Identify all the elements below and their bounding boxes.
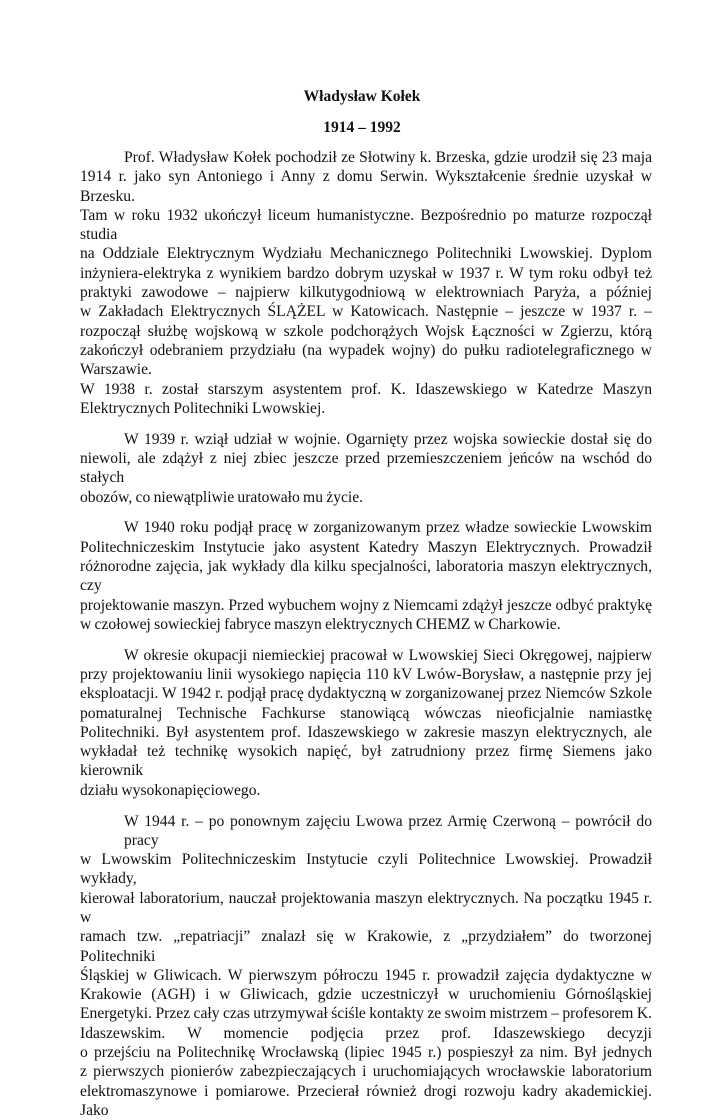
text-line: niewoli, ale zdążył z niej zbiec jeszcze przed przemieszczeniem jeńców na wschód do stałych [80, 449, 652, 488]
text-line: Energetyki. Przez cały czas utrzymywał ściśle kontakty ze swoim mistrzem – profesorem K. [80, 1004, 652, 1023]
text-line: Idaszewskim. W momencie podjęcia przez prof. Idaszewskiego decyzji [80, 1024, 652, 1043]
text-line: Tam w roku 1932 ukończył liceum humanistyczne. Bezpośrednio po maturze rozpoczął studia [80, 206, 652, 245]
paragraph [80, 518, 652, 634]
text-line: pomaturalnej Technische Fachkurse stanowiącą wówczas nieoficjalnie namiastkę [80, 704, 652, 723]
text-line: W okresie okupacji niemieckiej pracował w Lwowskiej Sieci Okręgowej, najpierw [80, 646, 652, 665]
paragraph [80, 148, 652, 380]
text-line: zakończył odebraniem przydziału (na wypadek wojny) do pułku radiotelegraficznego w [80, 341, 652, 360]
text-line: eksploatacji. W 1942 r. podjął pracę dydaktyczną w zorganizowanej przez Niemców Szkole [80, 684, 652, 703]
text-line: rozpoczął służbę wojskową w szkole podchorążych Wojsk Łączności w Zgierzu, którą [80, 322, 652, 341]
document-years: 1914 – 1992 [0, 118, 724, 137]
text-line: Warszawie. [80, 360, 652, 379]
text-line: W 1940 roku podjął pracę w zorganizowanym przez władze sowieckie Lwowskim [80, 518, 652, 537]
text-line: ramach tzw. „repatriacji” znalazł się w Krakowie, z „przydziałem” do tworzonej Politechniki [80, 927, 652, 966]
text-line: praktyki zawodowe – najpierw kilkutygodniową w elektrowniach Paryża, a później [80, 283, 652, 302]
text-line: w czołowej sowieckiej fabryce maszyn elektrycznych CHEMZ w Charkowie. [80, 615, 652, 634]
text-line: Politechniki. Był asystentem prof. Idaszewskiego w zakresie maszyn elektrycznych, ale [80, 723, 652, 742]
paragraph [80, 812, 652, 1120]
text-line: inżyniera-elektryka z wynikiem bardzo dobrym uzyskał w 1937 r. W tym roku odbył też [80, 264, 652, 283]
text-line: Politechniczeskim Instytucie jako asystent Katedry Maszyn Elektrycznych. Prowadził [80, 538, 652, 557]
text-line: z pierwszych pionierów zabezpieczających i uruchomiających wrocławskie laboratorium [80, 1062, 652, 1081]
text-line: W 1939 r. wziął udział w wojnie. Ogarnięty przez wojska sowieckie dostał się do [80, 430, 652, 449]
text-line: 1914 r. jako syn Antoniego i Anny z domu Serwin. Wykształcenie średnie uzyskał w Brzesku. [80, 167, 652, 206]
text-line: różnorodne zajęcia, jak wykłady dla kilku specjalności, laboratoria maszyn elektrycznych, czy [80, 557, 652, 596]
text-line: w Zakładach Elektrycznych ŚLĄŻEL w Katowicach. Następnie – jeszcze w 1937 r. – [80, 302, 652, 321]
text-line: Prof. Władysław Kołek pochodził ze Słotwiny k. Brzeska, gdzie urodził się 23 maja [80, 148, 652, 167]
text-line: elektromaszynowe i pomiarowe. Przecierał również drogi rozwoju kadry akademickiej. Jako [80, 1082, 652, 1120]
text-line: projektowanie maszyn. Przed wybuchem wojny z Niemcami zdążył jeszcze odbyć praktykę [80, 596, 652, 615]
text-line: Krakowie (AGH) i w Gliwicach, gdzie uczestniczył w uruchomieniu Górnośląskiej [80, 985, 652, 1004]
text-line: przy projektowaniu linii wysokiego napięcia 110 kV Lwów-Borysław, a następnie przy jej [80, 665, 652, 684]
paragraph [80, 380, 652, 419]
document-title: Władysław Kołek [0, 87, 724, 106]
text-line: na Oddziale Elektrycznym Wydziału Mechanicznego Politechniki Lwowskiej. Dyplom [80, 244, 652, 263]
text-line: Śląskiej w Gliwicach. W pierwszym półroczu 1945 r. prowadził zajęcia dydaktyczne w [80, 966, 652, 985]
text-line: o przejściu na Politechnikę Wrocławską (lipiec 1945 r.) pospieszył za nim. Był jednych [80, 1043, 652, 1062]
paragraph [80, 430, 652, 507]
text-line: obozów, co niewątpliwie uratowało mu życie. [80, 488, 652, 507]
paragraph [80, 646, 652, 800]
text-line: działu wysokonapięciowego. [80, 781, 652, 800]
text-line: wykładał też technikę wysokich napięć, był zatrudniony przez firmę Siemens jako kierownik [80, 742, 652, 781]
document-body [80, 148, 652, 1120]
text-line: kierował laboratorium, nauczał projektowania maszyn elektrycznych. Na początku 1945 r. w [80, 889, 652, 928]
text-line: W 1938 r. został starszym asystentem prof. K. Idaszewskiego w Katedrze Maszyn [80, 380, 652, 399]
text-line: Elektrycznych Politechniki Lwowskiej. [80, 399, 652, 418]
text-line: w Lwowskim Politechniczeskim Instytucie czyli Politechnice Lwowskiej. Prowadził wykłady, [80, 850, 652, 889]
text-line: W 1944 r. – po ponownym zajęciu Lwowa przez Armię Czerwoną – powrócił do pracy [80, 812, 652, 851]
